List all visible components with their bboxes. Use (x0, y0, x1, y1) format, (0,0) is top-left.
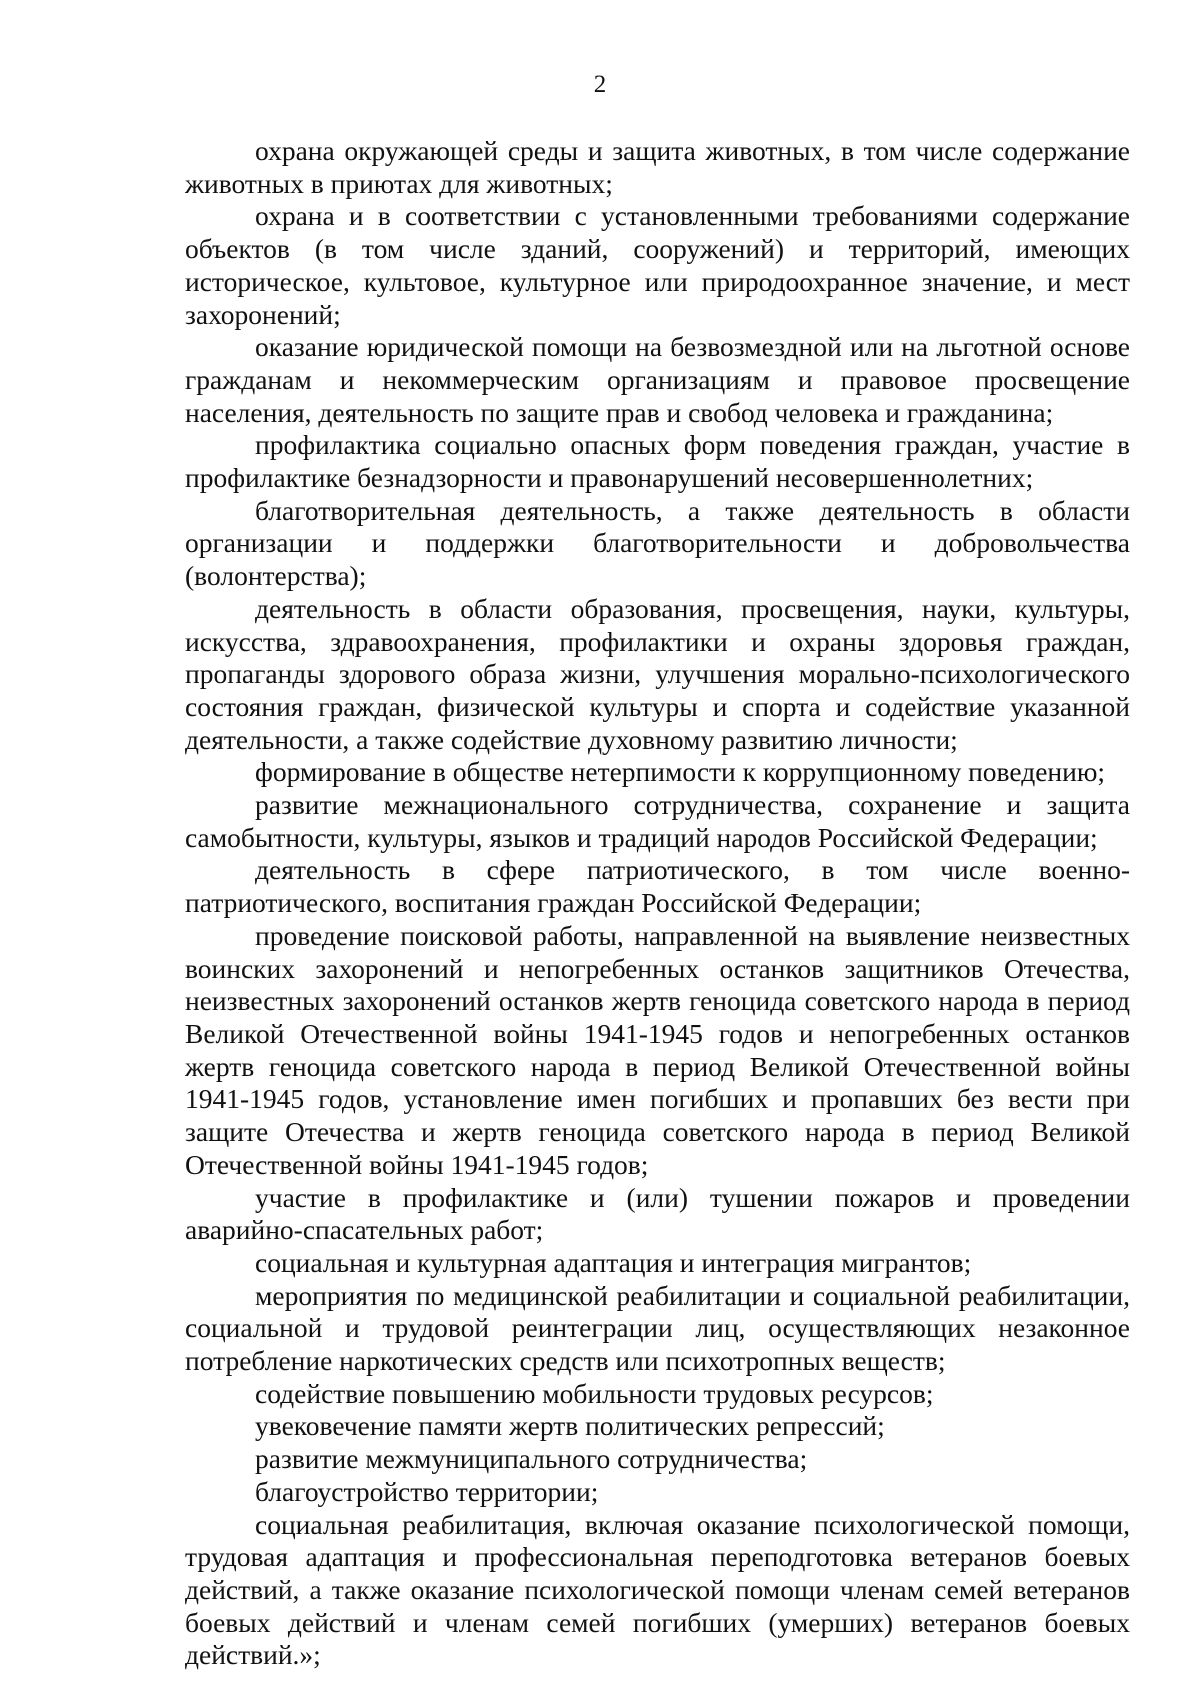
paragraph-environment-protection: охрана окружающей среды и защита животных, в том числе содержание животных в приютах для животных; (185, 135, 1130, 199)
paragraph-rehabilitation: мероприятия по медицинской реабилитации и социальной реабилитации, социальной и трудовой реинтеграции лиц, осуществляющих незаконное потребление наркотических средств или психотропных веществ; (185, 1279, 1130, 1377)
paragraph-interethnic-cooperation: развитие межнационального сотрудничества, сохранение и защита самобытности, культуры, языков и традиций народов Российской Федерации; (185, 789, 1130, 853)
paragraph-migrant-integration: социальная и культурная адаптация и интеграция мигрантов; (255, 1246, 972, 1278)
paragraph-intermunicipal-cooperation: развитие межмуниципального сотрудничества; (255, 1443, 808, 1475)
paragraph-education-culture: деятельность в области образования, просвещения, науки, культуры, искусства, здравоохранения, профилактики и охраны здоровья граждан, пропаганды здорового образа жизни, улучшения морально-психологического состояния граждан, физической культуры и спорта и содействие указанной деятельности, а также содействие духовному развитию личности; (185, 592, 1130, 755)
document-body (185, 135, 1130, 1672)
paragraph-heritage-protection: охрана и в соответствии с установленными требованиями содержание объектов (в том числе зданий, сооружений) и территорий, имеющих историческое, культовое, культурное или природоохранное значение, и мест захоронений; (185, 200, 1130, 330)
paragraph-patriotic-education: деятельность в сфере патриотического, в том числе военно-патриотического, воспитания граждан Российской Федерации; (185, 854, 1130, 919)
paragraph-legal-assistance: оказание юридической помощи на безвозмездной или на льготной основе гражданам и некоммерческим организациям и правовое просвещение населения, деятельность по защите прав и свобод человека и гражданина; (185, 331, 1130, 428)
paragraph-anti-corruption: формирование в обществе нетерпимости к коррупционному поведению; (255, 756, 1106, 788)
paragraph-labor-mobility: содействие повышению мобильности трудовых ресурсов; (255, 1377, 934, 1409)
paragraph-social-prevention: профилактика социально опасных форм поведения граждан, участие в профилактике безнадзорности и правонарушений несовершеннолетних; (185, 429, 1130, 494)
paragraph-territory-improvement: благоустройство территории; (255, 1475, 599, 1507)
paragraph-repression-memory: увековечение памяти жертв политических репрессий; (255, 1410, 885, 1442)
page-number: 2 (593, 71, 607, 98)
paragraph-charity: благотворительная деятельность, а также деятельность в области организации и поддержки благотворительности и добровольчества (волонтерства); (185, 494, 1130, 592)
paragraph-fire-prevention: участие в профилактике и (или) тушении пожаров и проведении аварийно-спасательных работ; (185, 1181, 1130, 1246)
paragraph-search-work: проведение поисковой работы, направленной на выявление неизвестных воинских захоронений и непогребенных останков защитников Отечества, неизвестных захоронений останков жертв геноцида советского народа в период Великой Отечественной войны 1941-1945 годов и непогребенных останков жертв геноцида советского народа в период Великой Отечественной войны 1941-1945 годов, установление имен погибших и пропавших без вести при защите Отечества и жертв геноцида советского народа в период Великой Отечественной войны 1941-1945 годов; (185, 919, 1130, 1180)
paragraph-veterans-rehabilitation: социальная реабилитация, включая оказание психологической помощи, трудовая адаптация и профессиональная переподготовка ветеранов боевых действий, а также оказание психологической помощи членам семей ветеранов боевых действий и членам семей погибших (умерших) ветеранов боевых действий.»; (185, 1508, 1130, 1671)
